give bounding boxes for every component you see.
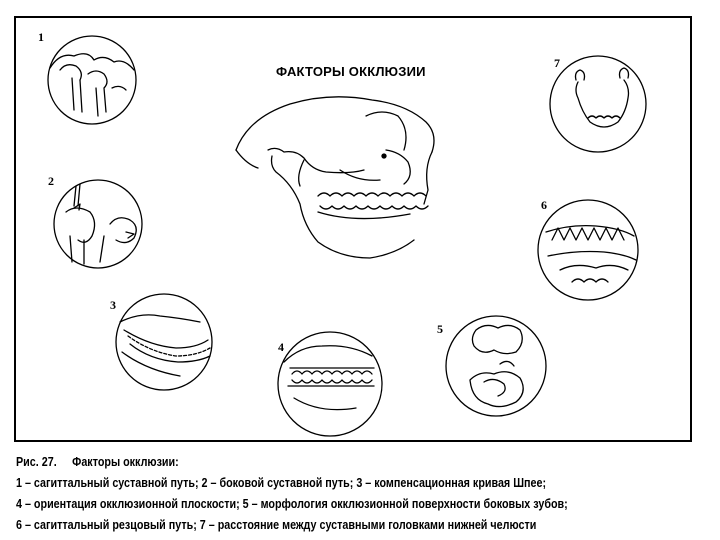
panel-6-incisal-path-drawing xyxy=(538,200,638,300)
panel-number-4: 4 xyxy=(278,340,284,354)
panel-2-lateral-path-drawing xyxy=(54,180,142,268)
panel-5-tooth-morphology-drawing xyxy=(446,316,546,416)
caption-heading: Факторы окклюзии: xyxy=(72,455,179,469)
figure-title: ФАКТОРЫ ОККЛЮЗИИ xyxy=(276,64,426,79)
panel-number-5: 5 xyxy=(437,322,443,336)
skull-lateral-view-drawing xyxy=(236,97,434,258)
panel-7-intercondylar-distance-drawing xyxy=(550,56,646,152)
panel-number-7: 7 xyxy=(554,56,560,70)
panel-1-condyle-drawing xyxy=(48,36,136,124)
caption-line-2: 4 – ориентация окклюзионной плоскости; 5 – морфология окклюзионной поверхности боковых зубов; xyxy=(16,497,568,511)
caption-line-3: 6 – сагиттальный резцовый путь; 7 – расстояние между суставными головками нижней челюсти xyxy=(16,518,537,532)
panel-number-2: 2 xyxy=(48,174,54,188)
panel-number-6: 6 xyxy=(541,198,547,212)
panel-4-occlusal-plane-drawing xyxy=(278,332,382,436)
panel-number-3: 3 xyxy=(110,298,116,312)
caption-heading-line xyxy=(16,452,609,473)
caption-label: Рис. 27. xyxy=(16,455,57,469)
panel-3-curve-of-spee-drawing xyxy=(116,294,212,390)
panel-number-1: 1 xyxy=(38,30,44,44)
caption-line-1: 1 – сагиттальный суставной путь; 2 – боковой суставной путь; 3 – компенсационная кривая Шпее; xyxy=(16,476,547,490)
figure-caption xyxy=(16,452,609,536)
